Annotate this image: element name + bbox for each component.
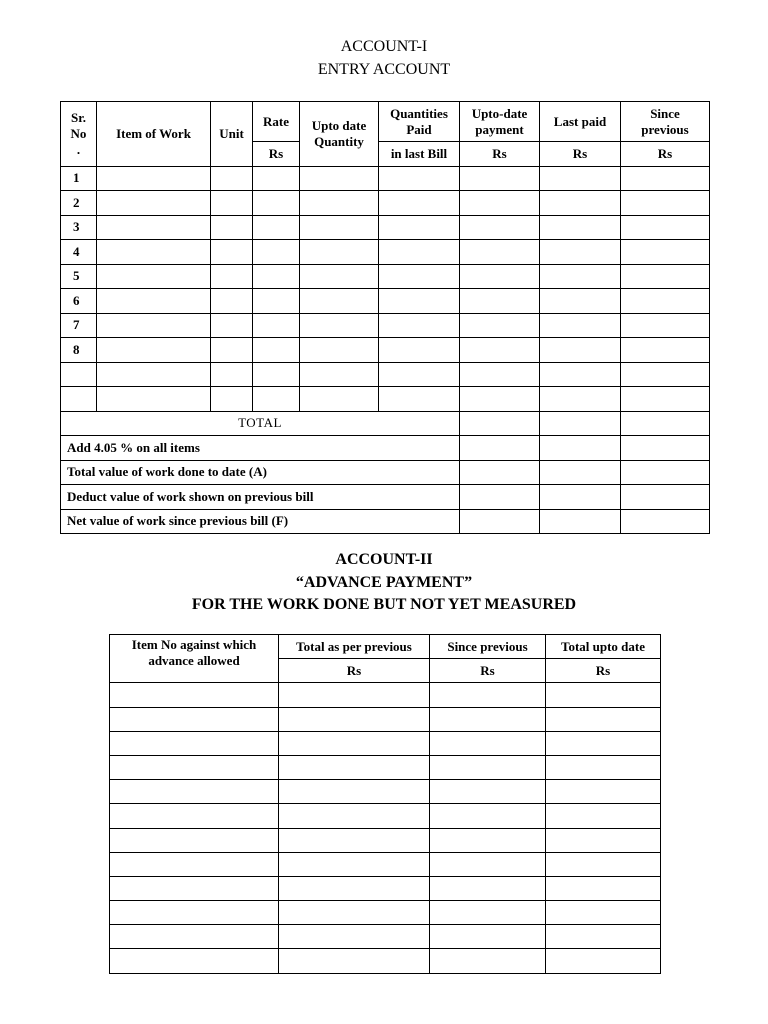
table-cell[interactable] xyxy=(621,362,710,387)
summary-row xyxy=(61,460,710,485)
table-cell[interactable] xyxy=(110,925,279,949)
table-cell[interactable] xyxy=(279,949,430,973)
table-cell[interactable] xyxy=(300,313,379,338)
table-cell[interactable] xyxy=(97,215,211,240)
table-cell[interactable] xyxy=(300,362,379,387)
table-row xyxy=(61,215,710,240)
table-cell[interactable] xyxy=(300,191,379,216)
table-cell[interactable] xyxy=(546,876,661,900)
table-cell[interactable] xyxy=(540,166,621,191)
since-previous-unit: Rs xyxy=(430,659,546,683)
summary-label: Deduct value of work shown on previous bill xyxy=(61,485,460,510)
table-cell[interactable] xyxy=(621,191,710,216)
row-number: 6 xyxy=(61,289,97,314)
table-cell[interactable] xyxy=(430,925,546,949)
table-cell[interactable] xyxy=(540,509,621,534)
table-row xyxy=(61,264,710,289)
account1-title: ACCOUNT-I xyxy=(340,38,428,55)
since-previous-header: Since previous xyxy=(430,635,546,659)
table-cell[interactable] xyxy=(253,362,300,387)
table-cell[interactable] xyxy=(430,780,546,804)
summary-row xyxy=(61,485,710,510)
rate-header: Rate xyxy=(253,102,300,142)
table-cell[interactable] xyxy=(379,215,460,240)
row-number: 5 xyxy=(61,264,97,289)
table-cell[interactable] xyxy=(621,338,710,363)
table-cell[interactable] xyxy=(211,191,253,216)
last-paid-unit: Rs xyxy=(540,142,621,167)
table-cell[interactable] xyxy=(379,264,460,289)
item-of-work-header: Item of Work xyxy=(97,102,211,167)
total-row xyxy=(61,411,710,436)
sr-no-header xyxy=(61,102,97,167)
table-row xyxy=(110,780,661,804)
table-cell[interactable] xyxy=(253,264,300,289)
table-cell[interactable] xyxy=(546,780,661,804)
sr-no-header-line1: Sr. xyxy=(70,109,87,125)
table-cell[interactable] xyxy=(460,509,540,534)
table-cell[interactable] xyxy=(253,215,300,240)
table-cell[interactable] xyxy=(110,876,279,900)
table-row xyxy=(110,925,661,949)
table-cell[interactable] xyxy=(621,215,710,240)
table-row xyxy=(61,240,710,265)
table-cell[interactable] xyxy=(279,925,430,949)
table-cell[interactable] xyxy=(97,191,211,216)
row-number: 4 xyxy=(61,240,97,265)
upto-date-payment-line1: Upto-date xyxy=(471,105,528,121)
quantities-paid-header xyxy=(379,102,460,142)
table-cell[interactable] xyxy=(279,755,430,779)
table-row xyxy=(110,731,661,755)
table-cell[interactable] xyxy=(540,289,621,314)
upto-date-payment-line2: payment xyxy=(475,121,524,137)
table-cell[interactable] xyxy=(253,240,300,265)
table-cell[interactable] xyxy=(430,828,546,852)
since-previous-unit: Rs xyxy=(621,142,710,167)
summary-row xyxy=(61,436,710,461)
table-cell[interactable] xyxy=(97,264,211,289)
since-previous-line1: Since xyxy=(650,105,680,121)
table-cell[interactable] xyxy=(300,289,379,314)
upto-date-quantity-line2: Quantity xyxy=(314,133,364,149)
table-cell[interactable] xyxy=(540,313,621,338)
row-number: 3 xyxy=(61,215,97,240)
table-cell[interactable] xyxy=(379,387,460,412)
table-cell[interactable] xyxy=(97,166,211,191)
account2-subtitle2: FOR THE WORK DONE BUT NOT YET MEASURED xyxy=(191,596,577,613)
summary-label: Total value of work done to date (A) xyxy=(61,460,460,485)
table-cell[interactable] xyxy=(430,707,546,731)
table-cell[interactable] xyxy=(379,240,460,265)
table-row xyxy=(61,338,710,363)
table-cell[interactable] xyxy=(540,485,621,510)
entry-account-table xyxy=(60,101,710,534)
since-previous-line2: previous xyxy=(641,121,689,137)
table-cell[interactable] xyxy=(621,509,710,534)
table-cell[interactable] xyxy=(300,338,379,363)
table-cell[interactable] xyxy=(430,876,546,900)
table-cell[interactable] xyxy=(460,411,540,436)
table-cell[interactable] xyxy=(253,387,300,412)
total-as-per-previous-unit: Rs xyxy=(279,659,430,683)
total-label: TOTAL xyxy=(61,411,460,436)
table-cell[interactable] xyxy=(279,876,430,900)
table-cell[interactable] xyxy=(279,901,430,925)
table-row xyxy=(110,755,661,779)
item-no-header-line1: Item No against which xyxy=(131,637,257,652)
table-cell[interactable] xyxy=(110,707,279,731)
table-cell[interactable] xyxy=(621,264,710,289)
table-cell[interactable] xyxy=(300,215,379,240)
table-cell[interactable] xyxy=(97,362,211,387)
table-cell[interactable] xyxy=(279,828,430,852)
table-cell[interactable] xyxy=(211,166,253,191)
sr-no-header-line2: No xyxy=(70,125,87,141)
table-cell[interactable] xyxy=(460,387,540,412)
rate-unit: Rs xyxy=(253,142,300,167)
table-cell[interactable] xyxy=(546,683,661,707)
table-cell[interactable] xyxy=(540,215,621,240)
table-cell[interactable] xyxy=(540,411,621,436)
table-cell[interactable] xyxy=(110,828,279,852)
table-cell[interactable] xyxy=(97,240,211,265)
upto-date-quantity-line1: Upto date xyxy=(311,117,367,133)
table-cell[interactable] xyxy=(253,191,300,216)
table-cell[interactable] xyxy=(279,804,430,828)
table-cell[interactable] xyxy=(97,338,211,363)
quantities-paid-line3: in last Bill xyxy=(379,142,460,167)
summary-row xyxy=(61,509,710,534)
table-row xyxy=(61,191,710,216)
table-cell[interactable] xyxy=(621,313,710,338)
table-cell[interactable] xyxy=(540,436,621,461)
table-cell[interactable] xyxy=(279,780,430,804)
row-number: 8 xyxy=(61,338,97,363)
table-cell[interactable] xyxy=(211,387,253,412)
table-cell[interactable] xyxy=(97,313,211,338)
table-cell[interactable] xyxy=(460,215,540,240)
table-cell[interactable] xyxy=(110,731,279,755)
quantities-paid-line1: Quantities xyxy=(390,105,448,121)
table-cell[interactable] xyxy=(430,731,546,755)
table-row xyxy=(61,166,710,191)
row-number: 7 xyxy=(61,313,97,338)
table-cell[interactable] xyxy=(621,387,710,412)
table-cell[interactable] xyxy=(379,289,460,314)
table-cell[interactable] xyxy=(430,804,546,828)
total-upto-date-header: Total upto date xyxy=(546,635,661,659)
table-row xyxy=(110,683,661,707)
item-no-header-line2: advance allowed xyxy=(148,653,240,668)
item-no-header xyxy=(110,635,279,683)
table-cell[interactable] xyxy=(540,191,621,216)
advance-payment-table xyxy=(109,634,661,974)
account2-subtitle: “ADVANCE PAYMENT” xyxy=(295,574,473,591)
table-cell[interactable] xyxy=(253,289,300,314)
table-cell[interactable] xyxy=(621,411,710,436)
table-cell[interactable] xyxy=(379,362,460,387)
table-cell[interactable] xyxy=(110,683,279,707)
summary-label: Net value of work since previous bill (F) xyxy=(61,509,460,534)
quantities-paid-line2: Paid xyxy=(406,121,432,137)
table-cell[interactable] xyxy=(97,387,211,412)
table-cell[interactable] xyxy=(379,166,460,191)
table-cell[interactable] xyxy=(379,191,460,216)
table-cell[interactable] xyxy=(546,852,661,876)
table-cell[interactable] xyxy=(540,264,621,289)
table-row xyxy=(110,949,661,973)
table-cell[interactable] xyxy=(460,338,540,363)
table-cell[interactable] xyxy=(279,707,430,731)
table-row xyxy=(110,901,661,925)
table-cell[interactable] xyxy=(379,313,460,338)
table-cell[interactable] xyxy=(253,313,300,338)
advance-header-row xyxy=(110,635,661,659)
table-row xyxy=(61,387,710,412)
table-cell[interactable] xyxy=(430,683,546,707)
table-cell[interactable] xyxy=(621,240,710,265)
table-cell[interactable] xyxy=(300,240,379,265)
table-cell[interactable] xyxy=(211,215,253,240)
table-cell[interactable] xyxy=(546,949,661,973)
table-cell[interactable] xyxy=(460,191,540,216)
table-cell[interactable] xyxy=(546,901,661,925)
table-cell[interactable] xyxy=(621,460,710,485)
table-cell[interactable] xyxy=(211,362,253,387)
sr-no-header-line3: . xyxy=(76,141,81,157)
table-cell[interactable] xyxy=(540,362,621,387)
table-row xyxy=(110,852,661,876)
table-cell[interactable] xyxy=(110,780,279,804)
table-cell[interactable] xyxy=(110,804,279,828)
table-cell[interactable] xyxy=(279,731,430,755)
table-cell[interactable] xyxy=(110,949,279,973)
table-cell[interactable] xyxy=(253,338,300,363)
row-number xyxy=(61,387,97,412)
table-cell[interactable] xyxy=(97,289,211,314)
table-row xyxy=(61,289,710,314)
table-cell[interactable] xyxy=(540,338,621,363)
table-cell[interactable] xyxy=(430,852,546,876)
table-cell[interactable] xyxy=(211,313,253,338)
table-cell[interactable] xyxy=(430,901,546,925)
table-row xyxy=(61,313,710,338)
table-cell[interactable] xyxy=(279,852,430,876)
row-number: 1 xyxy=(61,166,97,191)
table-cell[interactable] xyxy=(546,828,661,852)
table-cell[interactable] xyxy=(110,755,279,779)
account2-title: ACCOUNT-II xyxy=(335,551,433,568)
table-cell[interactable] xyxy=(460,166,540,191)
entry-header-row xyxy=(61,102,710,142)
table-cell[interactable] xyxy=(540,240,621,265)
table-cell[interactable] xyxy=(460,289,540,314)
since-previous-header xyxy=(621,102,710,142)
total-upto-date-unit: Rs xyxy=(546,659,661,683)
table-cell[interactable] xyxy=(279,683,430,707)
table-cell[interactable] xyxy=(460,264,540,289)
table-cell[interactable] xyxy=(460,436,540,461)
upto-date-payment-header xyxy=(460,102,540,142)
row-number: 2 xyxy=(61,191,97,216)
table-cell[interactable] xyxy=(621,485,710,510)
table-cell[interactable] xyxy=(211,338,253,363)
account1-subtitle: ENTRY ACCOUNT xyxy=(317,61,451,78)
table-cell[interactable] xyxy=(379,338,460,363)
upto-date-payment-unit: Rs xyxy=(460,142,540,167)
table-cell[interactable] xyxy=(211,289,253,314)
table-cell[interactable] xyxy=(110,901,279,925)
row-number xyxy=(61,362,97,387)
table-cell[interactable] xyxy=(300,166,379,191)
summary-label: Add 4.05 % on all items xyxy=(61,436,460,461)
table-row xyxy=(110,876,661,900)
unit-header: Unit xyxy=(211,102,253,167)
table-cell[interactable] xyxy=(546,731,661,755)
table-cell[interactable] xyxy=(300,264,379,289)
table-cell[interactable] xyxy=(540,387,621,412)
table-cell[interactable] xyxy=(211,264,253,289)
table-row xyxy=(110,804,661,828)
table-cell[interactable] xyxy=(110,852,279,876)
table-cell[interactable] xyxy=(460,240,540,265)
table-row xyxy=(110,828,661,852)
table-cell[interactable] xyxy=(430,755,546,779)
table-cell[interactable] xyxy=(546,755,661,779)
table-cell[interactable] xyxy=(621,289,710,314)
table-cell[interactable] xyxy=(540,460,621,485)
table-cell[interactable] xyxy=(430,949,546,973)
table-row xyxy=(61,362,710,387)
table-cell[interactable] xyxy=(460,313,540,338)
table-cell[interactable] xyxy=(300,387,379,412)
table-cell[interactable] xyxy=(621,436,710,461)
last-paid-header: Last paid xyxy=(540,102,621,142)
table-cell[interactable] xyxy=(460,460,540,485)
table-cell[interactable] xyxy=(621,166,710,191)
upto-date-quantity-header xyxy=(300,102,379,167)
table-cell[interactable] xyxy=(460,362,540,387)
table-cell[interactable] xyxy=(546,925,661,949)
table-cell[interactable] xyxy=(253,166,300,191)
table-row xyxy=(110,707,661,731)
total-as-per-previous-header: Total as per previous xyxy=(279,635,430,659)
table-cell[interactable] xyxy=(546,707,661,731)
table-cell[interactable] xyxy=(546,804,661,828)
table-cell[interactable] xyxy=(460,485,540,510)
table-cell[interactable] xyxy=(211,240,253,265)
